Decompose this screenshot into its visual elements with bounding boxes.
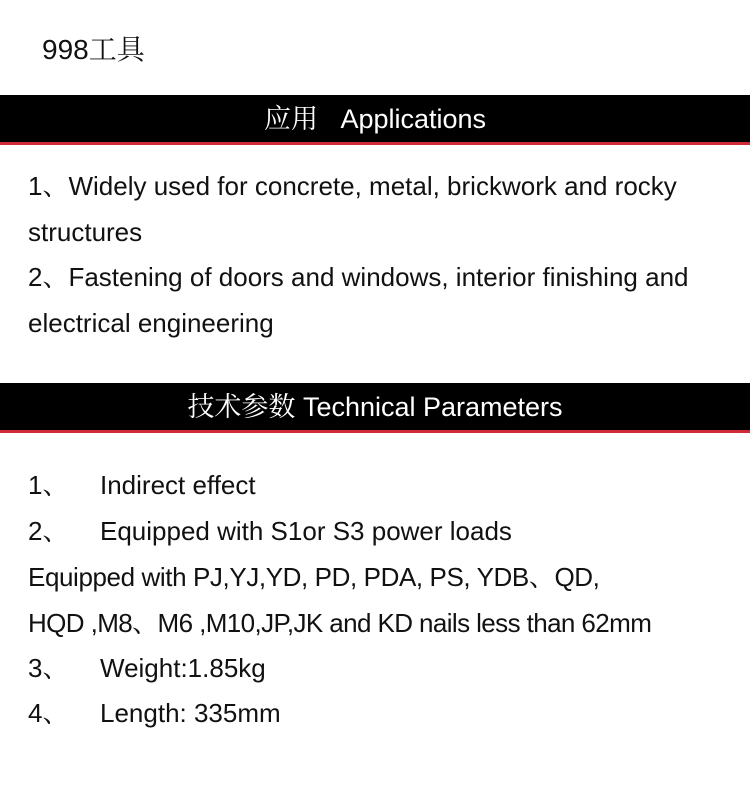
parameter-item [28, 508, 512, 554]
parameter-text: Equipped with S1or S3 power loads [100, 516, 512, 546]
parameters-section-header [0, 383, 750, 433]
parameter-number: 1、 [28, 470, 69, 500]
applications-section-header [0, 95, 750, 145]
parameter-text: Weight:1.85kg [100, 653, 266, 683]
product-title: 998工具 [42, 34, 145, 65]
parameter-item [28, 690, 281, 736]
parameter-text: Length: 335mm [100, 698, 281, 728]
parameter-number: 4、 [28, 698, 69, 728]
parameter-number: 2、 [28, 516, 69, 546]
applications-heading: 应用 Applications [263, 103, 487, 134]
parameter-item [28, 645, 266, 691]
parameter-item [28, 462, 256, 508]
parameter-detail-line: Equipped with PJ,YJ,YD, PD, PDA, PS, YDB、QD, [28, 562, 600, 592]
parameters-heading: 技术参数 Technical Parameters [187, 391, 563, 422]
parameter-detail-line: HQD ,M8、M6 ,M10,JP,JK and KD nails less than 62mm [28, 608, 652, 638]
parameter-text: Indirect effect [100, 470, 256, 500]
application-item: 2、Fastening of doors and windows, interior finishing and electrical engineering [28, 262, 689, 338]
parameter-number: 3、 [28, 653, 69, 683]
application-item: 1、Widely used for concrete, metal, brickwork and rocky structures [28, 171, 677, 247]
